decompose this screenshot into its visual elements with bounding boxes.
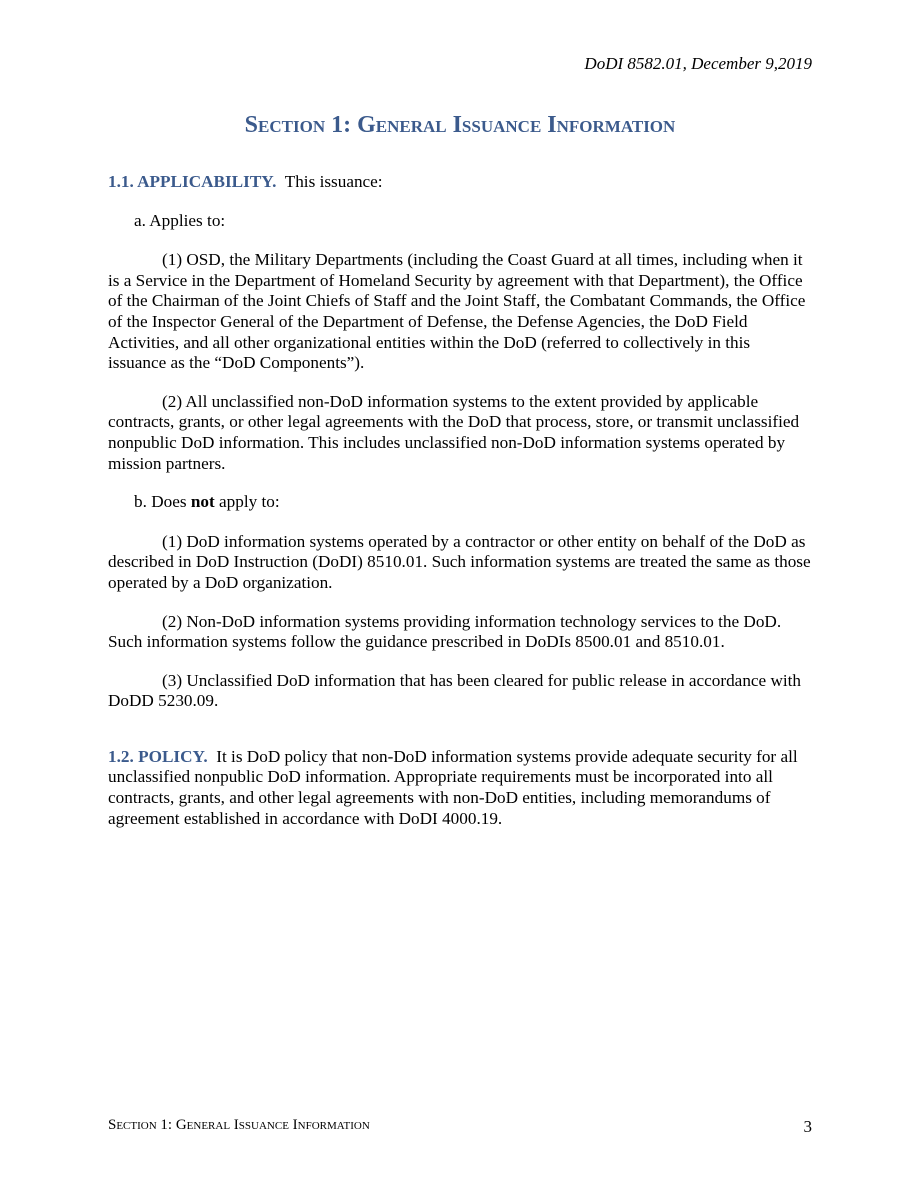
policy-heading: 1.2. POLICY.: [108, 746, 208, 766]
item-b-label-suffix: apply to:: [214, 492, 280, 512]
footer-section-title: Section 1: General Issuance Information: [108, 1117, 370, 1133]
item-a1: (1) OSD, the Military Departments (including the Coast Guard at all times, including when it is a Service in the Department of Homeland Security by agreement with that Department), the Office of the Chairman of the Joint Chiefs of Staff and the Joint Staff, the Combatant Commands, the Office of the Inspector General of the Department of Defense, the Defense Agencies, the DoD Field Activities, and all other organizational entities within the DoD (referred to collectively in this issuance as the “DoD Components”).: [108, 250, 806, 373]
item-b2: (2) Non-DoD information systems providing information technology services to the DoD. Such information systems follow the guidance prescribed in DoDIs 8500.01 and 8510.01.: [108, 611, 782, 652]
applicability-heading: 1.1. APPLICABILITY.: [108, 172, 277, 191]
item-b-label: [108, 492, 812, 513]
applicability-intro: This issuance:: [284, 172, 383, 191]
item-b-label-prefix: b. Does: [134, 492, 191, 512]
section-1-2-paragraph: [108, 747, 812, 829]
item-b3: (3) Unclassified DoD information that has been cleared for public release in accordance with DoDD 5230.09.: [108, 670, 802, 711]
item-b-label-emphasis: not: [190, 492, 215, 512]
section-title: Section 1: General Issuance Information: [244, 112, 676, 138]
section-1-1-heading-line: [108, 172, 812, 193]
item-b1: (1) DoD information systems operated by a contractor or other entity on behalf of the DoD as described in DoD Instruction (DoDI) 8510.01. Such information systems are treated the same as those operated by a DoD organization.: [108, 531, 811, 592]
policy-text: It is DoD policy that non-DoD information systems provide adequate security for all unclassified nonpublic DoD information. Appropriate requirements must be incorporated into all contracts, grants, and other legal agreements with non-DoD entities, including memorandums of agreement established in accordance with DoDI 4000.19.: [108, 746, 798, 828]
item-a2: (2) All unclassified non-DoD information systems to the extent provided by applicable contracts, grants, or other legal agreements with the DoD that process, store, or transmit unclassified nonpublic DoD information. This includes unclassified non-DoD information systems operated by mission partners.: [108, 391, 800, 473]
page-number: 3: [803, 1117, 812, 1136]
item-a-label: a. Applies to:: [134, 210, 226, 230]
document-body: [108, 172, 812, 829]
document-reference: DoDI 8582.01, December 9,2019: [584, 54, 812, 73]
